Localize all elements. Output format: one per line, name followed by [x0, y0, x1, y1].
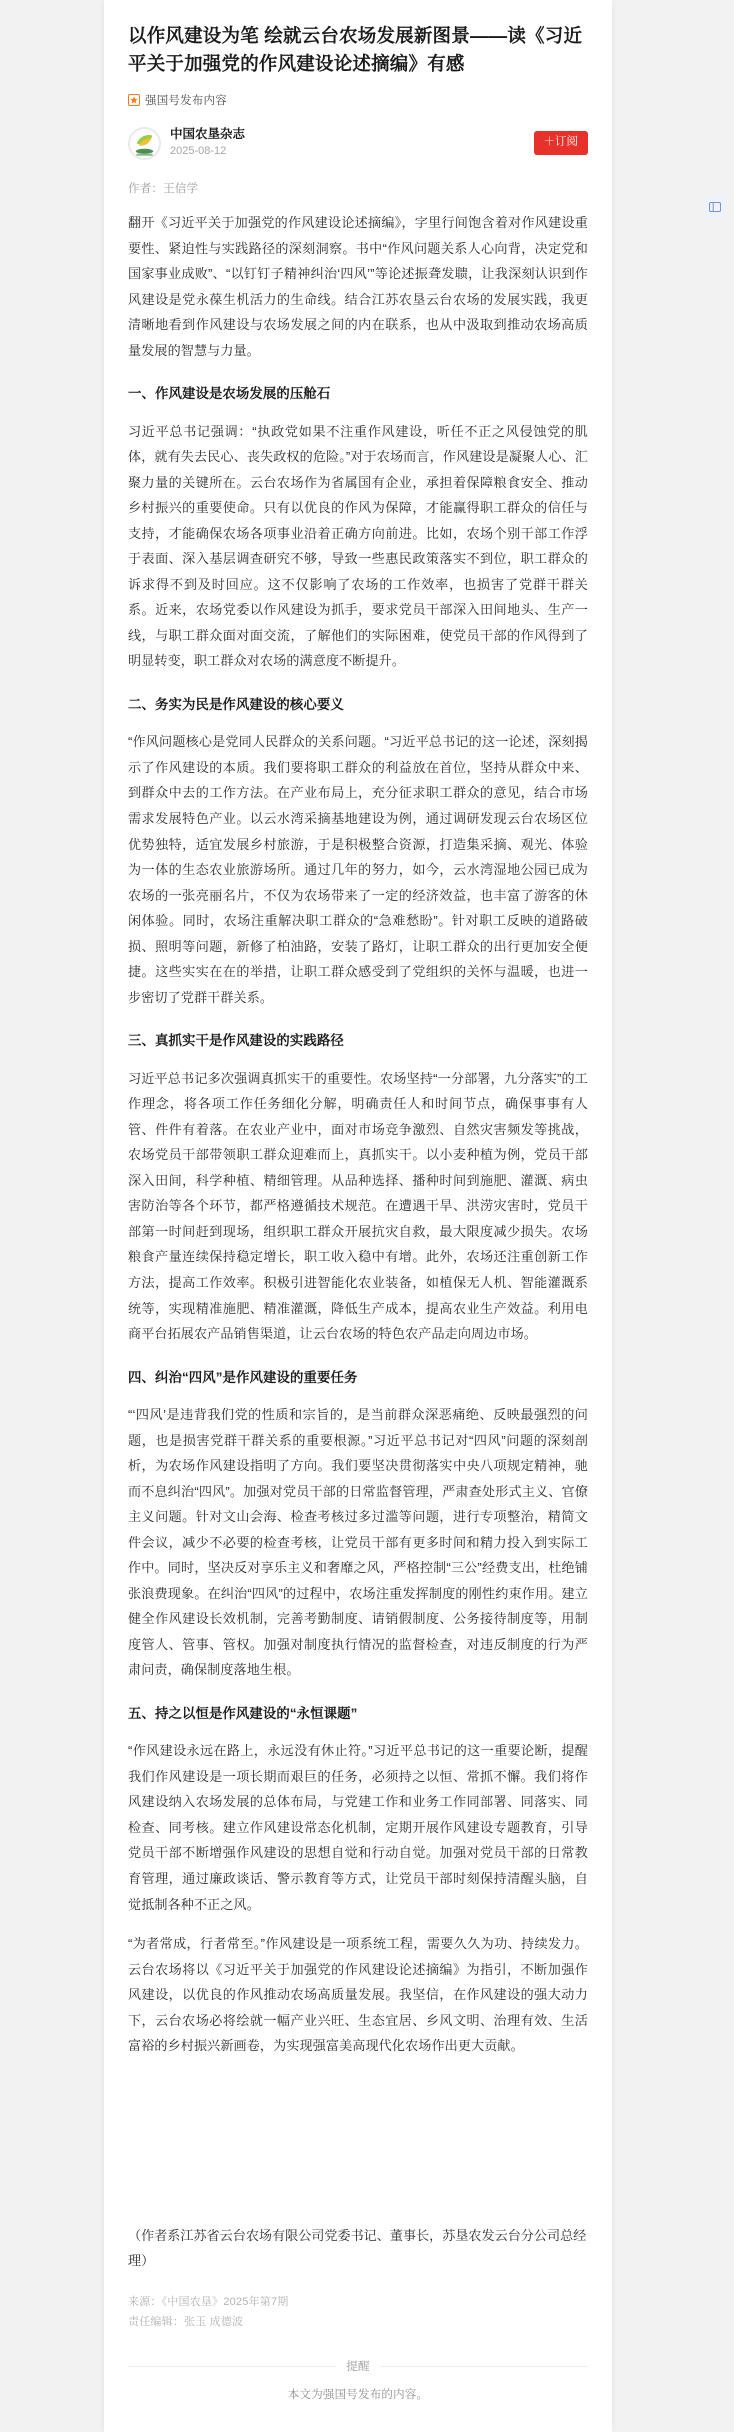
section-heading: 四、纠治“四风”是作风建设的重要任务	[128, 1369, 358, 1385]
editor-line: 责任编辑：张玉 成德波	[128, 2316, 244, 2329]
source-badge-label: 强国号发布内容	[145, 95, 227, 108]
divider-rule-left	[128, 2366, 336, 2367]
publisher-row	[128, 126, 588, 160]
body-paragraph: “作风问题核心是党同人民群众的关系问题。“习近平总书记的这一论述，深刻揭示了作风建设的本质。我们要将职工群众的利益放在首位，坚持从群众中来、到群众中去的工作方法。在产业布局上，充分征求职工群众的意见，结合市场需求发展特色产业。以云水湾采摘基地建设为例，通过调研发现云台农场区位优势独特，适宜发展乡村旅游，于是积极整合资源，打造集采摘、观光、体验为一体的生态农业旅游场所。通过几年的努力，如今，云水湾湿地公园已成为农场的一张亮丽名片，不仅为农场带来了一定的经济效益，也丰富了游客的休闲体验。同时，农场注重解决职工群众的“急难愁盼”。针对职工反映的道路破损、照明等问题，新修了柏油路，安装了路灯，让职工群众的出行更加安全便捷。这些实实在在的举措，让职工群众感受到了党组织的关怀与温暖，也进一步密切了党群干群关系。	[128, 734, 588, 1005]
body-paragraph: “作风建设永远在路上，永远没有休止符。”习近平总书记的这一重要论断，提醒我们作风建设是一项长期而艰巨的任务，必须持之以恒、常抓不懈。我们将作风建设纳入农场发展的总体布局，与党建工作和业务工作同部署、同落实、同检查、同考核。建立作风建设常态化机制，定期开展作风建设专题教育，引导党员干部不断增强作风建设的思想自觉和行动自觉。加强对党员干部的日常教育管理，通过廉政谈话、警示教育等方式，让党员干部时刻保持清醒头脑，自觉抵制各种不正之风。	[128, 1743, 588, 1912]
page-title: 以作风建设为笔 绘就云台农场发展新图景——读《习近平关于加强党的作风建设论述摘编》有感	[128, 25, 583, 75]
section-heading: 三、真抓实干是作风建设的实践路径	[128, 1033, 344, 1049]
article-card	[104, 0, 612, 2432]
left-gutter	[0, 0, 104, 2000]
author-affiliation-note: （作者系江苏省云台农场有限公司党委书记、董事长，苏垦农发云台分公司总经理）	[128, 2227, 587, 2269]
section-heading: 一、作风建设是农场发展的压舱石	[128, 386, 331, 402]
right-gutter	[612, 0, 734, 2000]
author-line: 作者：王信学	[128, 182, 199, 195]
source-badge	[128, 92, 588, 108]
footer-meta	[128, 2292, 588, 2333]
source-line: 来源：《中国农垦》2025年第7期	[128, 2295, 289, 2308]
notice-block	[128, 2358, 588, 2432]
publisher-meta	[170, 126, 534, 160]
body-paragraph: 翻开《习近平关于加强党的作风建设论述摘编》，字里行间饱含着对作风建设重要性、紧迫性与实践路径的深刻洞察。书中“作风问题关系人心向背，决定党和国家事业成败”、“以钉钉子精神纠治‘四风’”等论述振聋发聩，让我深刻认识到作风建设是党永葆生机活力的生命线。结合江苏农垦云台农场的发展实践，我更清晰地看到作风建设与农场发展之间的内在联系，也从中汲取到推动农场高质量发展的智慧与力量。	[128, 214, 588, 358]
section-heading: 二、务实为民是作风建设的核心要义	[128, 696, 344, 712]
notice-divider	[128, 2358, 588, 2374]
publish-date: 2025-08-12	[170, 145, 227, 158]
body-paragraph: 习近平总书记多次强调真抓实干的重要性。农场坚持“一分部署，九分落实”的工作理念，将各项工作任务细化分解，明确责任人和时间节点，确保事事有人管、件件有着落。在农业产业中，面对市场竞争激烈、自然灾害频发等挑战，农场党员干部带领职工群众迎难而上，真抓实干。以小麦种植为例，党员干部深入田间，科学种植、精细管理。从品种选择、播种时间到施肥、灌溉、病虫害防治等各个环节，都严格遵循技术规范。在遭遇干旱、洪涝灾害时，党员干部第一时间赶到现场，组织职工群众开展抗灾自救，最大限度减少损失。农场粮食产量连续保持稳定增长，职工收入稳中有增。此外，农场还注重创新工作方法，提高工作效率。积极引进智能化农业装备，如植保无人机、智能灌溉系统等，实现精准施肥、精准灌溉，降低生产成本，提高农业生产效益。利用电商平台拓展农产品销售渠道，让云台农场的特色农产品走向周边市场。	[128, 1070, 588, 1342]
body-paragraph: “为者常成，行者常至。”作风建设是一项系统工程，需要久久为功、持续发力。云台农场将以《习近平关于加强党的作风建设论述摘编》为指引，不断加强作风建设，以优良的作风推动农场高质量发展。我坚信，在作风建设的强大动力下，云台农场必将绘就一幅产业兴旺、生态宜居、乡风文明、治理有效、生活富裕的乡村振兴新画卷，为实现强富美高现代化农场作出更大贡献。	[128, 1936, 588, 2054]
body-paragraph: 习近平总书记强调：“执政党如果不注重作风建设，听任不正之风侵蚀党的肌体，就有失去民心、丧失政权的危险。”对于农场而言，作风建设是凝聚人心、汇聚力量的关键所在。云台农场作为省属国有企业，承担着保障粮食安全、推动乡村振兴的重要使命。只有以优良的作风为保障，才能赢得职工群众的信任与支持，才能确保农场各项事业沿着正确方向前进。比如，农场个别干部工作浮于表面、深入基层调查研究不够，导致一些惠民政策落实不到位，职工群众的诉求得不到及时回应。这不仅影响了农场的工作效率，也损害了党群干群关系。近来，农场党委以作风建设为抓手，要求党员干部深入田间地头、生产一线，与职工群众面对面交流，了解他们的实际困难，使党员干部的作风得到了明显转变，职工群众对农场的满意度不断提升。	[128, 423, 588, 669]
notice-title: 提醒	[346, 2361, 370, 2374]
section-heading: 五、持之以恒是作风建设的“永恒课题”	[128, 1705, 358, 1721]
side-panel-toggle-icon[interactable]	[704, 196, 726, 218]
subscribe-button[interactable]: ＋订阅	[534, 131, 589, 155]
body-bottom-spacer	[128, 2073, 588, 2223]
avatar[interactable]	[128, 127, 161, 160]
star-badge-icon	[128, 94, 140, 106]
article-body	[128, 210, 588, 2059]
body-paragraph: “‘四风’是违背我们党的性质和宗旨的，是当前群众深恶痛绝、反映最强烈的问题，也是损害党群干群关系的重要根源。”习近平总书记对“四风”问题的深刻剖析，为农场作风建设指明了方向。我们要坚决贯彻落实中央八项规定精神，驰而不息纠治“四风”。加强对党员干部的日常监督管理，严肃查处形式主义、官僚主义问题。针对文山会海、检查考核过多过滥等问题，进行专项整治，精简文件会议，减少不必要的检查考核，让党员干部有更多时间和精力投入到实际工作中。同时，坚决反对享乐主义和奢靡之风，严格控制“三公”经费支出，杜绝铺张浪费现象。在纠治“四风”的过程中，农场注重发挥制度的刚性约束作用。建立健全作风建设长效机制，完善考勤制度、请销假制度、公务接待制度等，用制度管人、管事、管权。加强对制度执行情况的监督检查，对违反制度的行为严肃问责，确保制度落地生根。	[128, 1407, 588, 1678]
divider-rule-right	[380, 2366, 588, 2367]
notice-text: 本文为强国号发布的内容。	[287, 2389, 429, 2402]
publisher-name[interactable]: 中国农垦杂志	[170, 127, 246, 142]
